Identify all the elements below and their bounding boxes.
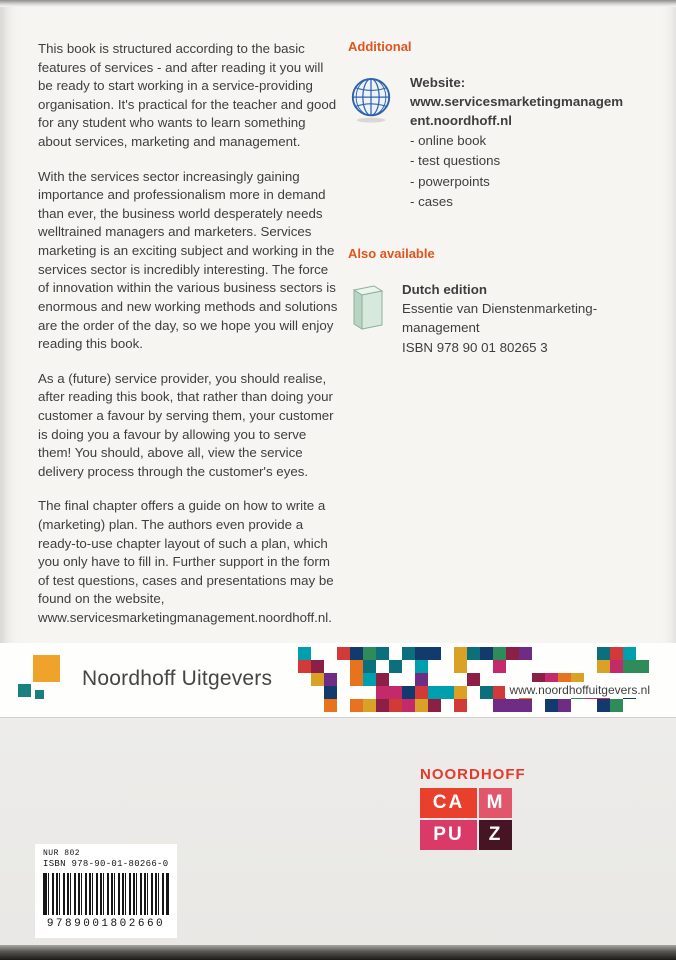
mosaic-tile	[480, 686, 493, 699]
mosaic-tile	[519, 647, 532, 660]
mosaic-tile	[350, 686, 363, 699]
mosaic-tile	[493, 699, 506, 712]
campuz-block: Z	[479, 820, 512, 850]
mosaic-tile	[467, 686, 480, 699]
publisher-logo-square-teal	[18, 684, 31, 697]
globe-icon	[348, 75, 394, 130]
pixel-mosaic	[298, 647, 649, 712]
campuz-block: PU	[420, 820, 477, 850]
website-row	[348, 73, 652, 213]
barcode-number: 9789001802660	[46, 918, 166, 930]
mosaic-tile	[363, 699, 376, 712]
mosaic-tile	[402, 647, 415, 660]
publisher-name: Noordhoff Uitgevers	[82, 667, 273, 690]
mosaic-tile	[376, 686, 389, 699]
mosaic-tile	[584, 699, 597, 712]
mosaic-tile	[298, 673, 311, 686]
mosaic-tile	[545, 647, 558, 660]
mosaic-tile	[545, 699, 558, 712]
mosaic-tile	[571, 699, 584, 712]
blurb-paragraph: This book is structured according to the basic features of services - and after reading it you will be ready to start working in a service-providing organisation. It's practical for the teacher and good for any student who wants to learn something about services, marketing and management.	[38, 41, 337, 150]
campuz-logo	[420, 766, 526, 850]
mosaic-tile	[623, 660, 636, 673]
mosaic-tile	[389, 647, 402, 660]
nur-code: NUR 802	[43, 849, 81, 858]
mosaic-tile	[324, 673, 337, 686]
mosaic-tile	[324, 699, 337, 712]
mosaic-tile	[506, 660, 519, 673]
also-available-heading: Also available	[348, 246, 435, 262]
mosaic-tile	[480, 699, 493, 712]
additional-heading: Additional	[348, 39, 412, 54]
mosaic-tile	[402, 673, 415, 686]
mosaic-tile	[441, 647, 454, 660]
mosaic-tile	[376, 660, 389, 673]
mosaic-tile	[376, 699, 389, 712]
mosaic-tile	[350, 647, 363, 660]
mosaic-tile	[454, 699, 467, 712]
campuz-block: CA	[420, 788, 477, 818]
mosaic-tile	[558, 647, 571, 660]
mosaic-tile	[558, 660, 571, 673]
mosaic-tile	[324, 647, 337, 660]
mosaic-tile	[532, 699, 545, 712]
mosaic-tile	[597, 699, 610, 712]
mosaic-tile	[493, 673, 506, 686]
mosaic-tile	[298, 660, 311, 673]
mosaic-tile	[467, 647, 480, 660]
website-extra-item: - test questions	[410, 153, 501, 169]
mosaic-tile	[519, 699, 532, 712]
mosaic-tile	[441, 686, 454, 699]
campuz-grid	[420, 788, 514, 850]
blurb-paragraph: The final chapter offers a guide on how to write a (marketing) plan. The authors even provide a ready-to-use chapter layout of such a plan, which you only have to fill in. Further support in the form of test questions, cases and presentations may be found on the website, www.servicesmarketingmanagement.noordhoff.nl.	[38, 498, 334, 626]
mosaic-tile	[363, 686, 376, 699]
mosaic-tile	[298, 699, 311, 712]
mosaic-tile	[584, 647, 597, 660]
dutch-edition-info	[402, 280, 620, 357]
mosaic-tile	[545, 660, 558, 673]
publisher-logo-square-teal-small	[35, 690, 44, 699]
mosaic-tile	[493, 647, 506, 660]
photo-top-edge	[0, 0, 676, 7]
mosaic-tile	[363, 660, 376, 673]
mosaic-tile	[441, 699, 454, 712]
mosaic-tile	[311, 699, 324, 712]
mosaic-tile	[532, 660, 545, 673]
mosaic-tile	[636, 699, 649, 712]
mosaic-tile	[337, 660, 350, 673]
mosaic-tile	[415, 660, 428, 673]
mosaic-tile	[415, 699, 428, 712]
mosaic-tile	[623, 647, 636, 660]
mosaic-tile	[311, 673, 324, 686]
mosaic-tile	[402, 699, 415, 712]
mosaic-tile	[389, 660, 402, 673]
ean-barcode	[43, 873, 169, 915]
mosaic-tile	[610, 660, 623, 673]
mosaic-tile	[389, 699, 402, 712]
website-extras	[410, 131, 628, 213]
mosaic-tile	[558, 699, 571, 712]
mosaic-tile	[623, 699, 636, 712]
blurb-paragraph: As a (future) service provider, you should realise, after reading this book, that rather than doing your customer a favour by serving them, your customer is doing you a favour by allowing you to serve them! You should, above all, view the service delivery process through the customer's eyes.	[38, 370, 334, 479]
mosaic-tile	[480, 647, 493, 660]
mosaic-tile	[428, 673, 441, 686]
blurb-paragraph: With the services sector increasingly gaining importance and professionalism more in demand than ever, the business world desperately needs welltrained managers and marketers. Services marketing is an exciting subject and working in the services sector is incredibly interesting. The force of innovation within the various business sectors is enormous and new working methods and solutions are the order of the day, so we hope you will enjoy reading this book.	[38, 168, 338, 352]
mosaic-tile	[402, 686, 415, 699]
mosaic-tile	[337, 673, 350, 686]
mosaic-tile	[428, 660, 441, 673]
mosaic-tile	[532, 647, 545, 660]
mosaic-tile	[298, 686, 311, 699]
mosaic-tile	[402, 660, 415, 673]
mosaic-tile	[610, 647, 623, 660]
mosaic-tile	[363, 673, 376, 686]
mosaic-tile	[506, 647, 519, 660]
publisher-url: www.noordhoffuitgevers.nl	[505, 682, 654, 698]
publisher-band	[0, 643, 676, 717]
mosaic-tile	[311, 686, 324, 699]
mosaic-tile	[389, 673, 402, 686]
mosaic-tile	[506, 699, 519, 712]
barcode-panel	[35, 844, 177, 938]
website-extra-item: - powerpoints	[410, 173, 490, 189]
book-icon	[348, 282, 386, 335]
mosaic-tile	[428, 699, 441, 712]
mosaic-tile	[467, 673, 480, 686]
mosaic-tile	[480, 660, 493, 673]
mosaic-tile	[376, 647, 389, 660]
mosaic-tile	[610, 699, 623, 712]
mosaic-tile	[441, 673, 454, 686]
mosaic-tile	[324, 686, 337, 699]
mosaic-tile	[428, 686, 441, 699]
blurb	[38, 40, 338, 644]
right-column	[348, 38, 652, 389]
mosaic-tile	[571, 660, 584, 673]
mosaic-tile	[454, 686, 467, 699]
mosaic-tile	[350, 699, 363, 712]
mosaic-tile	[571, 647, 584, 660]
mosaic-tile	[311, 660, 324, 673]
mosaic-tile	[337, 699, 350, 712]
cover-bottom-area	[0, 717, 676, 947]
mosaic-tile	[467, 699, 480, 712]
mosaic-tile	[415, 647, 428, 660]
mosaic-tile	[467, 660, 480, 673]
mosaic-tile	[636, 647, 649, 660]
mosaic-tile	[597, 660, 610, 673]
mosaic-tile	[636, 660, 649, 673]
mosaic-tile	[480, 673, 493, 686]
mosaic-tile	[454, 673, 467, 686]
website-extra-item: - online book	[410, 132, 487, 148]
campuz-block: M	[479, 788, 512, 818]
mosaic-tile	[324, 660, 337, 673]
mosaic-tile	[298, 647, 311, 660]
photo-bottom-edge	[0, 945, 676, 960]
mosaic-tile	[337, 647, 350, 660]
mosaic-tile	[363, 647, 376, 660]
website-url: www.servicesmarketingmanagement.noordhoff.nl	[410, 94, 624, 129]
mosaic-tile	[311, 647, 324, 660]
mosaic-tile	[415, 686, 428, 699]
mosaic-tile	[441, 660, 454, 673]
dutch-edition-row	[348, 280, 652, 357]
publisher-logo-square-amber	[33, 655, 60, 682]
mosaic-tile	[454, 647, 467, 660]
mosaic-tile	[454, 660, 467, 673]
dutch-edition-subtitle: Essentie van Dienstenmarketing-management	[402, 301, 598, 336]
mosaic-tile	[597, 647, 610, 660]
mosaic-tile	[389, 686, 402, 699]
mosaic-tile	[337, 686, 350, 699]
campuz-wordmark: NOORDHOFF	[420, 766, 526, 783]
mosaic-tile	[415, 673, 428, 686]
mosaic-tile	[493, 686, 506, 699]
mosaic-tile	[493, 660, 506, 673]
website-label: Website:	[410, 74, 466, 90]
mosaic-tile	[519, 660, 532, 673]
mosaic-tile	[428, 647, 441, 660]
website-extra-item: - cases	[410, 194, 453, 210]
barcode-isbn: ISBN 978-90-01-80266-0	[43, 859, 169, 869]
mosaic-tile	[350, 673, 363, 686]
mosaic-tile	[584, 660, 597, 673]
mosaic-tile	[350, 660, 363, 673]
website-info	[410, 73, 628, 213]
mosaic-tile	[376, 673, 389, 686]
dutch-edition-title: Dutch edition	[402, 281, 487, 297]
dutch-edition-isbn: ISBN 978 90 01 80265 3	[402, 339, 548, 355]
